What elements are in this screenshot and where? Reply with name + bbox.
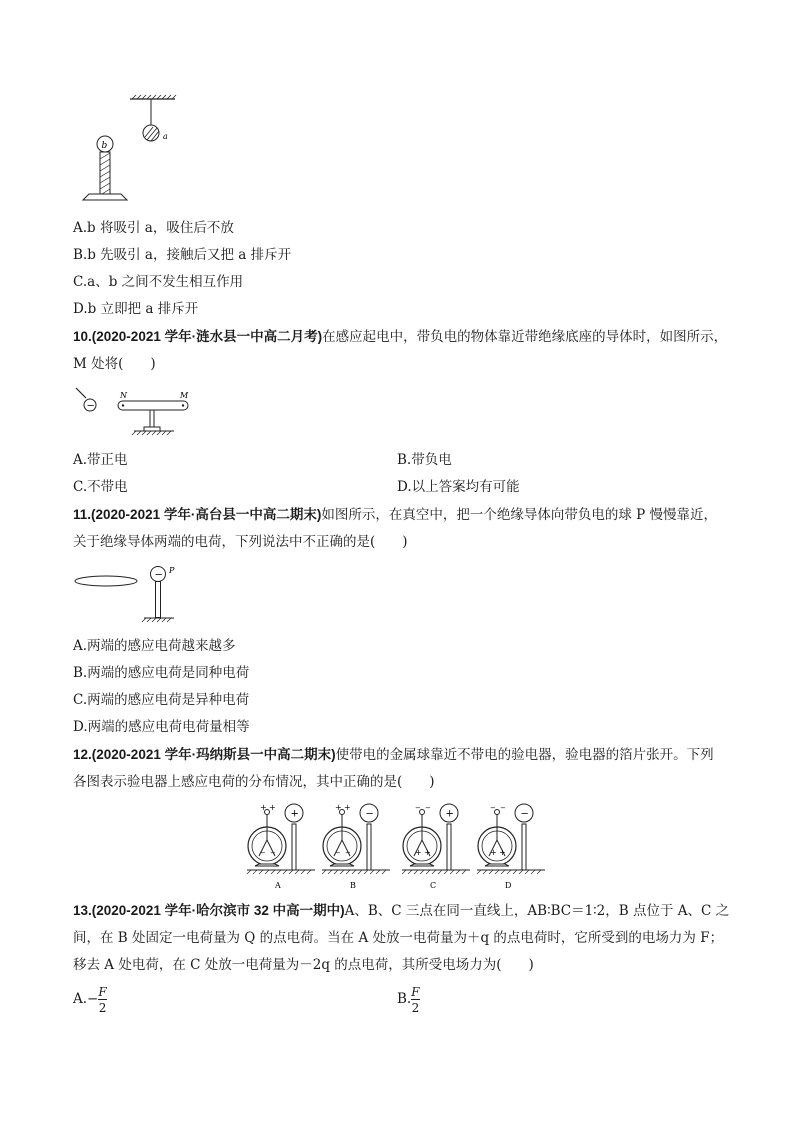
q13-option-a-prefix: A.− bbox=[73, 991, 99, 1007]
q10-figure bbox=[70, 384, 200, 440]
ball-P-minus: − bbox=[154, 569, 163, 581]
electroscope-C bbox=[402, 804, 470, 890]
q11-option-c[interactable]: C.两端的感应电荷是异种电荷 bbox=[73, 692, 250, 708]
label-A: A bbox=[275, 881, 281, 890]
label-M: M bbox=[180, 391, 189, 400]
q11-stem bbox=[73, 506, 717, 524]
svg-text:+: + bbox=[499, 848, 506, 857]
electroscope-B bbox=[322, 803, 390, 890]
insulated-conductor bbox=[75, 576, 137, 586]
svg-text:+: + bbox=[415, 848, 422, 857]
q10-option-a[interactable]: A.带正电 bbox=[73, 452, 128, 468]
q13-a-numerator: F bbox=[98, 984, 107, 999]
q10-source: (2020-2021 学年·涟水县一中高二月考) bbox=[91, 329, 323, 344]
q13-option-b-fraction bbox=[411, 985, 419, 1015]
q12-figure bbox=[245, 800, 545, 892]
q13-b-denominator: 2 bbox=[411, 1000, 420, 1015]
svg-text:+: + bbox=[490, 848, 497, 857]
q11-figure bbox=[72, 562, 192, 626]
q12-source: (2020-2021 学年·玛纳斯县一中高二期末) bbox=[91, 747, 336, 762]
q13-source: (2020-2021 学年·哈尔滨市 32 中高一期中) bbox=[91, 903, 345, 918]
ball-B-sign: − bbox=[365, 808, 374, 820]
q11-option-d[interactable]: D.两端的感应电荷电荷量相等 bbox=[73, 719, 250, 735]
q10-number: 10. bbox=[73, 329, 92, 344]
q13-option-b-prefix: B. bbox=[397, 991, 412, 1007]
label-a: a bbox=[163, 132, 168, 141]
q9-option-a[interactable]: A.b 将吸引 a，吸住后不放 bbox=[73, 220, 234, 236]
q13-option-a[interactable] bbox=[73, 984, 107, 1015]
q9-option-b[interactable]: B.b 先吸引 a，接触后又把 a 排斥开 bbox=[73, 247, 292, 263]
q12-stem-line2: 各图表示验电器上感应电荷的分布情况，其中正确的是( ) bbox=[73, 774, 435, 790]
q11-option-b[interactable]: B.两端的感应电荷是同种电荷 bbox=[73, 665, 250, 681]
q9-figure bbox=[75, 93, 185, 203]
q10-stem-line1: 在感应起电中，带负电的物体靠近带绝缘底座的导体时，如图所示， bbox=[322, 329, 728, 345]
q13-option-a-fraction bbox=[98, 985, 106, 1015]
q9-option-d[interactable]: D.b 立即把 a 排斥开 bbox=[73, 301, 199, 317]
label-D: D bbox=[505, 881, 512, 890]
svg-text:−: − bbox=[415, 804, 421, 812]
q13-stem-line2: 间，在 B 处固定一电荷量为 Q 的点电荷。当在 A 处放一电荷量为＋q 的点电荷时，它所受到的电场力为 F； bbox=[73, 930, 724, 946]
svg-text:−: − bbox=[500, 804, 506, 812]
label-b: b bbox=[101, 141, 108, 151]
q10-option-d[interactable]: D.以上答案均有可能 bbox=[397, 479, 520, 495]
label-P: P bbox=[169, 566, 175, 575]
ball-A-sign: + bbox=[290, 808, 299, 820]
q9-option-c[interactable]: C.a、b 之间不发生相互作用 bbox=[73, 274, 244, 290]
ball-a bbox=[143, 125, 159, 141]
q10-stem-line2: M 处将( ) bbox=[73, 356, 156, 372]
q12-stem bbox=[73, 746, 714, 764]
q11-stem-line1: 如图所示，在真空中，把一个绝缘导体向带负电的球 P 慢慢靠近， bbox=[321, 507, 718, 523]
svg-text:−: − bbox=[425, 804, 431, 812]
svg-text:−: − bbox=[490, 804, 496, 812]
electroscope-A bbox=[247, 803, 315, 890]
svg-text:+: + bbox=[344, 803, 351, 812]
svg-text:+: + bbox=[424, 848, 431, 857]
q11-option-a[interactable]: A.两端的感应电荷越来越多 bbox=[73, 638, 236, 654]
svg-text:−: − bbox=[270, 849, 276, 857]
q11-stem-line2: 关于绝缘导体两端的电荷，下列说法中不正确的是( ) bbox=[73, 534, 408, 550]
svg-text:+: + bbox=[260, 803, 267, 812]
rod-minus: − bbox=[86, 400, 95, 412]
q13-stem-line1: A、B、C 三点在同一直线上，AB∶BC＝1∶2，B 点位于 A、C 之 bbox=[344, 903, 730, 919]
q13-a-denominator: 2 bbox=[98, 1000, 107, 1015]
svg-text:+: + bbox=[335, 803, 342, 812]
label-C: C bbox=[430, 881, 437, 890]
ball-C-sign: + bbox=[445, 808, 454, 820]
q13-stem-line3: 移去 A 处电荷，在 C 处放一电荷量为－2q 的点电荷，其所受电场力为( ) bbox=[73, 957, 534, 973]
q13-number: 13. bbox=[73, 903, 92, 918]
q10-option-b[interactable]: B.带负电 bbox=[397, 452, 452, 468]
ball-D-sign: − bbox=[520, 808, 529, 820]
electroscope-D bbox=[477, 804, 545, 890]
label-B: B bbox=[350, 881, 356, 890]
svg-text:−: − bbox=[260, 849, 266, 857]
label-N: N bbox=[120, 391, 127, 400]
q12-number: 12. bbox=[73, 747, 92, 762]
q12-stem-line1: 使带电的金属球靠近不带电的验电器，验电器的箔片张开。下列 bbox=[335, 747, 714, 763]
q11-source: (2020-2021 学年·高台县一中高二期末) bbox=[91, 507, 322, 522]
q13-stem bbox=[73, 902, 729, 920]
q13-option-b[interactable] bbox=[397, 984, 420, 1015]
svg-text:−: − bbox=[345, 849, 351, 857]
q13-b-numerator: F bbox=[411, 984, 420, 999]
svg-text:+: + bbox=[269, 803, 276, 812]
q10-option-c[interactable]: C.不带电 bbox=[73, 479, 128, 495]
q11-number: 11. bbox=[73, 507, 92, 522]
q10-stem bbox=[73, 328, 727, 346]
svg-text:−: − bbox=[335, 849, 341, 857]
